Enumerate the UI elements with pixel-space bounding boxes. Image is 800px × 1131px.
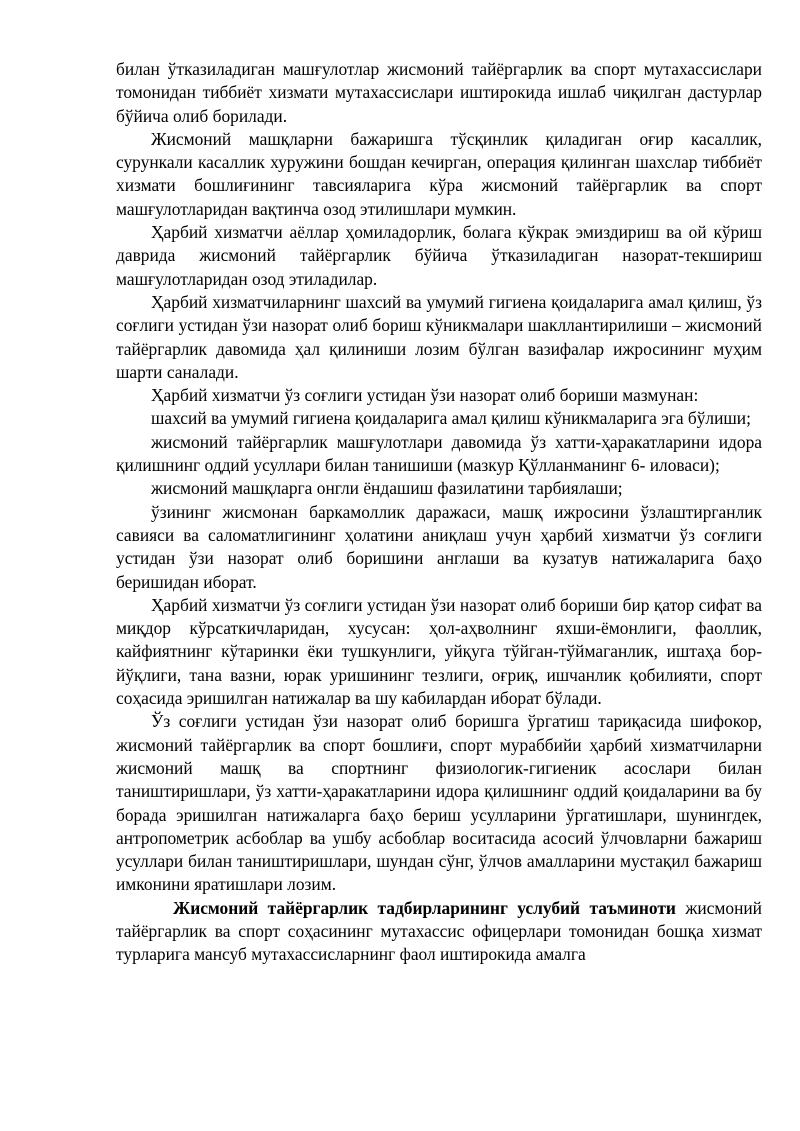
paragraph-continuation: билан ўтказиладиган машғулотлар жисмоний тайёргарлик ва спорт мутахассислари томонидан тиббиёт хизмати мутахассислари иштирокида ишлаб чиқилган дастурлар бўйича олиб борилади. bbox=[116, 59, 762, 126]
paragraph-indicators: Ҳарбий хизматчи ўз соғлиги устидан ўзи назорат олиб бориши бир қатор сифат ва миқдор кўрсаткичларидан, хусусан: ҳол-аҳволнинг яхши-ёмонлиги, фаоллик, кайфиятнинг кўтаринки ёки тушкунлиги, уйқуга тўйган-тўймаганлик, иштаҳа бор-йўқлиги, тана вазни, юрак уришининг тезлиги, оғриқ, ишчанлик қобилияти, спорт соҳасида эришилган натижалар ва шу кабилардан иборат бўлади. bbox=[116, 594, 762, 709]
list-item-behavior-control: жисмоний тайёргарлик машғулотлари давомида ўз хатти-ҳаракатларини идора қилишнинг оддий усуллари билан танишиши (мазкур Қўлланманинг 6- иловаси); bbox=[116, 431, 762, 476]
list-item-conscious-approach: жисмоний машқларга онгли ёндашиш фазилатини тарбиялаши; bbox=[151, 478, 623, 499]
list-item-hygiene: шахсий ва умумий гигиена қоидаларига амал қилиш кўникмаларига эга бўлиши; bbox=[151, 408, 751, 429]
paragraph-methodical-support bbox=[116, 897, 762, 967]
document-page bbox=[116, 58, 762, 967]
paragraph-rest-text: жисмоний тайёргарлик ва спорт соҳасининг мутахассис офицерлари томонидан бошқа хизмат турларига мансуб мутахассисларнинг фаол иштирокида амалга bbox=[116, 897, 762, 965]
paragraph-exemption-illness: Жисмоний машқларни бажаришга тўсқинлик қиладиган оғир касаллик, сурункали касаллик хуружини бошдан кечирган, операция қилинган шахслар тиббиёт хизмати бошлиғининг тавсияларига кўра жисмоний тайёргарлик ва спорт машғулотларидан вақтинча озод этилишлари мумкин. bbox=[116, 128, 762, 219]
bold-lead-text: Жисмоний тайёргарлик тадбирларининг услубий таъминоти bbox=[173, 897, 676, 918]
paragraph-exemption-women: Ҳарбий хизматчи аёллар ҳомиладорлик, болага кўкрак эмиздириш ва ой кўриш даврида жисмоний тайёргарлик бўйича ўтказиладиган назорат-текшириш машғулотларидан озод этиладилар. bbox=[116, 222, 762, 289]
paragraph-training-method: Ўз соғлиги устидан ўзи назорат олиб боришга ўргатиш тариқасида шифокор, жисмоний тайёргарлик ва спорт бошлиғи, спорт мураббийи ҳарбий хизматчиларни жисмоний машқ ва спортнинг физиологик-гигиеник асослари билан таништиришлари, ўз хатти-ҳаракатларини идора қилишнинг оддий қоидаларини ва бу борада эришилган натижаларга баҳо бериш усулларини ўргатишлари, шунингдек, антропометрик асбоблар ва ушбу асбоблар воситасида асосий ўлчовларни бажариш усуллари билан таништиришлари, шундан сўнг, ўлчов амалларини мустақил бажариш имконини яратишлари лозим. bbox=[116, 711, 762, 895]
paragraph-self-control-intro: Ҳарбий хизматчи ўз соғлиги устидан ўзи назорат олиб бориши мазмунан: bbox=[151, 385, 699, 406]
list-item-assessment: ўзининг жисмонан баркамоллик даражаси, машқ ижросини ўзлаштирганлик савияси ва саломатлигининг ҳолатини аниқлаш учун ҳарбий хизматчи ўз соғлиги устидан ўзи назорат олиб боришини англаши ва кузатув натижаларига баҳо беришидан иборат. bbox=[116, 501, 762, 592]
paragraph-hygiene-skills: Ҳарбий хизматчиларнинг шахсий ва умумий гигиена қоидаларига амал қилиш, ўз соғлиги устидан ўзи назорат олиб бориш кўникмалари шакллантирилиши – жисмоний тайёргарлик давомида ҳал қилиниши лозим бўлган вазифалар ижросининг муҳим шарти саналади. bbox=[116, 291, 762, 382]
